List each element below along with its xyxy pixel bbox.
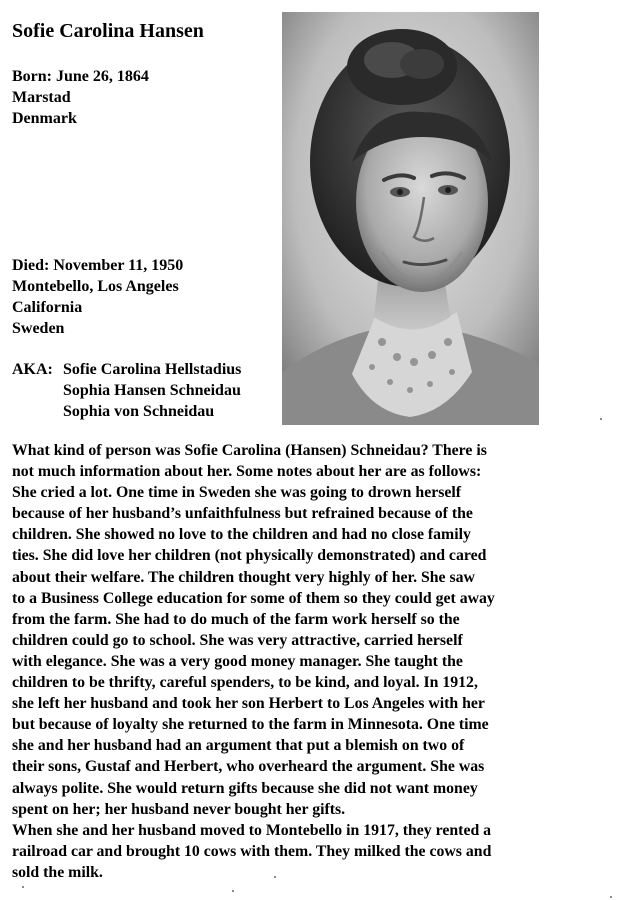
birth-country: Denmark xyxy=(12,110,77,127)
death-state: California xyxy=(12,299,83,316)
birth-info xyxy=(12,66,149,129)
aka-name: Sofie Carolina Hellstadius xyxy=(63,361,242,378)
bio-line: children to be thrifty, careful spenders, to be kind, and loyal. In 1912, xyxy=(12,674,478,692)
biography-text xyxy=(12,440,612,883)
death-place: Montebello, Los Angeles xyxy=(12,278,179,295)
birth-place: Marstad xyxy=(12,89,71,106)
scan-speck xyxy=(610,896,612,898)
aka-name: Sophia Hansen Schneidau xyxy=(63,382,241,399)
bio-line: always polite. She would return gifts because she did not want money xyxy=(12,779,478,797)
scan-speck xyxy=(274,876,276,878)
aka-label: AKA: xyxy=(12,361,53,378)
bio-line: she left her husband and took her son Herbert to Los Angeles with her xyxy=(12,695,485,713)
bio-line: not much information about her. Some notes about her are as follows: xyxy=(12,463,482,481)
bio-line: sold the milk. xyxy=(12,863,103,881)
aka-row xyxy=(12,359,241,380)
bio-line: When she and her husband moved to Montebello in 1917, they rented a xyxy=(12,821,492,839)
aka-name: Sophia von Schneidau xyxy=(63,403,215,420)
bio-line: railroad car and brought 10 cows with them. They milked the cows and xyxy=(12,842,492,860)
death-date: Died: November 11, 1950 xyxy=(12,257,184,274)
bio-line: from the farm. She had to do much of the farm work herself so the xyxy=(12,610,460,628)
bio-line: about their welfare. The children thought very highly of her. She saw xyxy=(12,568,475,586)
portrait-photo xyxy=(282,12,539,425)
bio-line: she and her husband had an argument that put a blemish on two of xyxy=(12,737,465,755)
page-title: Sofie Carolina Hansen xyxy=(12,20,204,42)
birth-date: Born: June 26, 1864 xyxy=(12,68,149,85)
bio-line: their sons, Gustaf and Herbert, who overheard the argument. She was xyxy=(12,758,485,776)
bio-line: ties. She did love her children (not physically demonstrated) and cared xyxy=(12,547,487,565)
death-country: Sweden xyxy=(12,320,65,337)
bio-line: but because of loyalty she returned to the farm in Minnesota. One time xyxy=(12,716,489,734)
scan-speck xyxy=(600,418,602,420)
death-info xyxy=(12,255,183,339)
bio-line: spent on her; her husband never bought her gifts. xyxy=(12,800,346,818)
bio-line: to a Business College education for some of them so they could get away xyxy=(12,589,495,607)
aka-info xyxy=(12,359,241,422)
bio-line: What kind of person was Sofie Carolina (Hansen) Schneidau? There is xyxy=(12,442,487,459)
bio-line: with elegance. She was a very good money manager. She taught the xyxy=(12,652,463,670)
bio-line: because of her husband’s unfaithfulness but refrained because of the xyxy=(12,505,473,523)
scan-speck xyxy=(232,890,234,892)
scan-speck xyxy=(22,886,24,888)
bio-line: children. She showed no love to the children and had no close family xyxy=(12,526,471,544)
bio-line: She cried a lot. One time in Sweden she was going to drown herself xyxy=(12,484,462,502)
bio-line: children could go to school. She was very attractive, carried herself xyxy=(12,631,463,649)
